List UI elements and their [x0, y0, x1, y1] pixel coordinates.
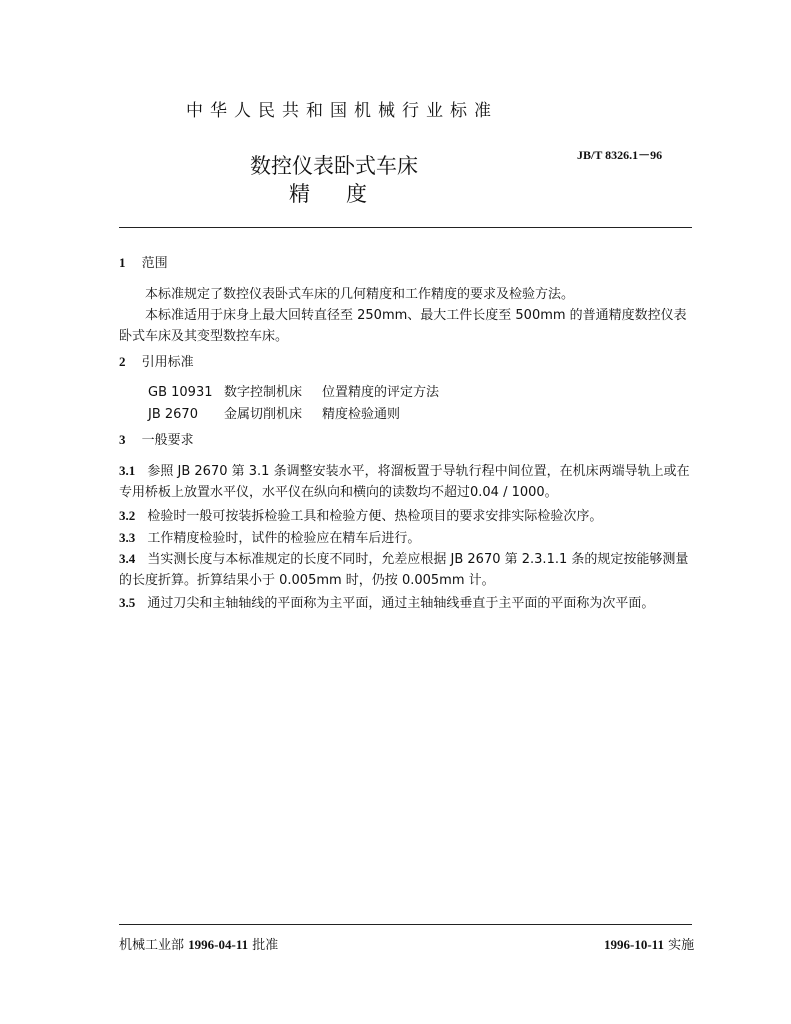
clause-number: 3.3: [119, 530, 136, 545]
header-divider: [119, 227, 692, 228]
reference-name: 金属切削机床: [224, 407, 303, 422]
clause-3-2: [119, 505, 692, 527]
reference-description: 位置精度的评定方法: [322, 385, 440, 400]
reference-row: [148, 383, 439, 403]
reference-code: GB 10931: [148, 385, 213, 400]
section-1-heading: [119, 253, 168, 274]
section-3-heading: [119, 430, 194, 451]
issuing-ministry: 机械工业部: [119, 938, 185, 953]
implementation-line: [604, 934, 694, 953]
reference-description: 精度检验通则: [322, 407, 401, 422]
clause-text: 参照 JB 2670 第 3.1 条调整安装水平，将溜板置于导轨行程中间位置，在机床两端导轨上或在专用桥板上放置水平仪，水平仪在纵向和横向的读数均不超过0.04 / 1000。: [119, 464, 690, 500]
standard-number: JB/T 8326.1－96: [577, 148, 663, 162]
clause-text: 工作精度检验时，试件的检验应在精车后进行。: [147, 531, 421, 546]
clause-number: 3.4: [119, 551, 136, 566]
scope-paragraph-2: 本标准适用于床身上最大回转直径至 250mm、最大工件长度至 500mm 的普通精度数控仪表卧式车床及其变型数控车床。: [119, 308, 687, 344]
section-2-heading: [119, 352, 194, 373]
reference-row: [148, 405, 400, 425]
section-number: 2: [119, 354, 126, 369]
section-title: 一般要求: [141, 433, 194, 448]
approval-label: 批准: [252, 938, 279, 953]
clause-number: 3.2: [119, 508, 136, 523]
issuing-body-title: 中华人民共和国机械行业标准: [186, 101, 498, 121]
scope-paragraph-1: 本标准规定了数控仪表卧式车床的几何精度和工作精度的要求及检验方法。: [145, 287, 575, 302]
section-number: 1: [119, 255, 126, 270]
approval-line: [119, 934, 278, 953]
document-title: 数控仪表卧式车床: [250, 154, 418, 178]
section-title: 范围: [141, 256, 168, 271]
clause-3-5: [119, 592, 692, 614]
clause-3-1: [119, 460, 692, 503]
clause-text: 当实测长度与本标准规定的长度不同时，允差应根据 JB 2670 第 2.3.1.1 条的规定按能够测量的长度折算。折算结果小于 0.005mm 时，仍按 0.005mm 计。: [119, 552, 689, 588]
implementation-date: 1996-10-11: [604, 937, 664, 952]
reference-code: JB 2670: [148, 407, 198, 422]
clause-number: 3.1: [119, 463, 136, 478]
clause-text: 通过刀尖和主轴轴线的平面称为主平面，通过主轴轴线垂直于主平面的平面称为次平面。: [147, 596, 655, 611]
section-title: 引用标准: [141, 355, 194, 370]
section-number: 3: [119, 432, 126, 447]
clause-3-3: [119, 527, 692, 549]
reference-name: 数字控制机床: [224, 385, 303, 400]
footer-divider: [119, 924, 692, 925]
clause-number: 3.5: [119, 595, 136, 610]
approval-date: 1996-04-11: [188, 937, 249, 952]
document-title-subtitle: 精度: [289, 182, 403, 206]
clause-3-4: [119, 548, 692, 591]
clause-text: 检验时一般可按装拆检验工具和检验方便、热检项目的要求安排实际检验次序。: [147, 509, 603, 524]
implementation-label: 实施: [668, 938, 695, 953]
